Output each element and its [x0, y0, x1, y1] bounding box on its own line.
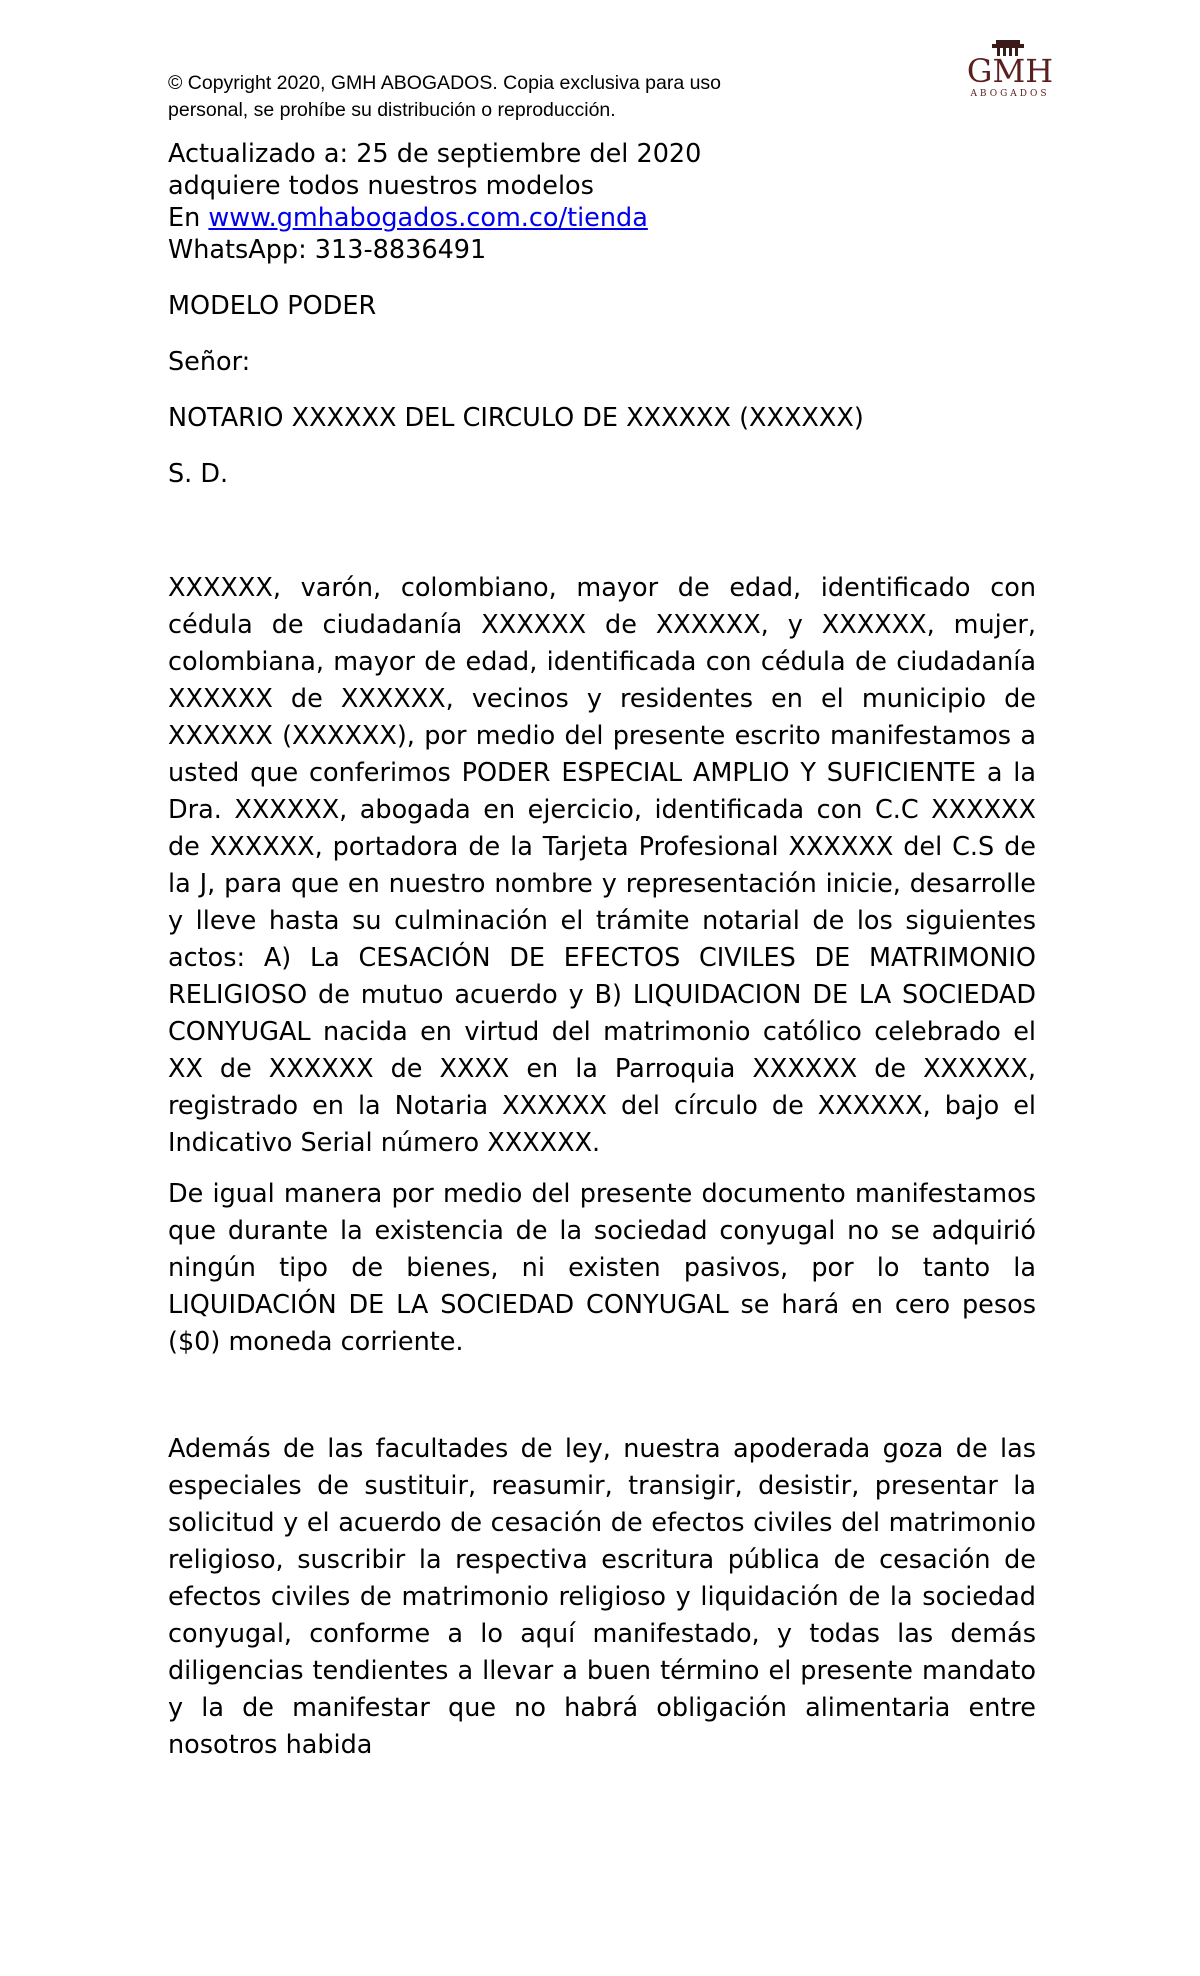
paragraph-power-of-attorney: XXXXXX, varón, colombiano, mayor de edad, identificado con cédula de ciudadanía XXXXXX de XXXXXX, y XXXXXX, mujer, colombiana, mayor de edad, identificada con cédula de ciudadanía XXXXXX de XXXXXX, vecinos y residentes en el municipio de XXXXXX (XXXXXX), por medio del presente escrito manifestamos a usted que conferimos PODER ESPECIAL AMPLIO Y SUFICIENTE a la Dra. XXXXXX, abogada en ejercicio, identificada con C.C XXXXXX de XXXXXX, portadora de la Tarjeta Profesional XXXXXX del C.S de la J, para que en nuestro nombre y representación inicie, desarrolle y lleve hasta su culminación el trámite notarial de los siguientes actos: A) La CESACIÓN DE EFECTOS CIVILES DE MATRIMONIO RELIGIOSO de mutuo acuerdo y B) LIQUIDACION DE LA SOCIEDAD CONYUGAL nacida en virtud del matrimonio católico celebrado el XX de XXXXXX de XXXX en la Parroquia XXXXXX de XXXXXX, registrado en la Notaria XXXXXX del círculo de XXXXXX, bajo el Indicativo Serial número XXXXXX.: [168, 573, 1036, 1158]
gmh-logo: [950, 38, 1070, 100]
copyright-line-2: personal, se prohíbe su distribución o reproducción.: [168, 99, 616, 121]
document-title: MODELO PODER: [168, 291, 377, 321]
copyright-notice: [168, 70, 848, 124]
whatsapp-contact: WhatsApp: 313-8836491: [168, 235, 487, 265]
salutation: Señor:: [168, 347, 251, 377]
document-body: [168, 138, 1036, 1764]
link-prefix: En: [168, 203, 209, 233]
gmh-logo-icon: [950, 38, 1070, 100]
paragraph-faculties: Además de las facultades de ley, nuestra apoderada goza de las especiales de sustituir, reasumir, transigir, desistir, presentar la solicitud y el acuerdo de cesación de efectos civiles del matrimonio religioso, suscribir la respectiva escritura pública de cesación de efectos civiles de matrimonio religioso y liquidación de la sociedad conyugal, conforme a lo aquí manifestado, y todas las demás diligencias tendientes a llevar a buen término el presente mandato y la de manifestar que no habrá obligación alimentaria entre nosotros habida: [168, 1434, 1036, 1760]
logo-subtext: ABOGADOS: [970, 89, 1050, 99]
updated-date: Actualizado a: 25 de septiembre del 2020: [168, 139, 702, 169]
paragraph-liquidation: De igual manera por medio del presente documento manifestamos que durante la existencia de la sociedad conyugal no se adquirió ningún tipo de bienes, ni existen pasivos, por lo tanto la LIQUIDACIÓN DE LA SOCIEDAD CONYUGAL se hará en cero pesos ($0) moneda corriente.: [168, 1179, 1036, 1357]
addressee: NOTARIO XXXXXX DEL CIRCULO DE XXXXXX (XXXXXX): [168, 403, 864, 433]
logo-text: GMH: [966, 52, 1054, 90]
copyright-line-1: © Copyright 2020, GMH ABOGADOS. Copia exclusiva para uso: [168, 72, 722, 94]
sd-line: S. D.: [168, 459, 229, 489]
acquire-models-text: adquiere todos nuestros modelos: [168, 171, 594, 201]
store-link[interactable]: www.gmhabogados.com.co/tienda: [208, 203, 648, 233]
store-link-line: [168, 202, 1036, 234]
